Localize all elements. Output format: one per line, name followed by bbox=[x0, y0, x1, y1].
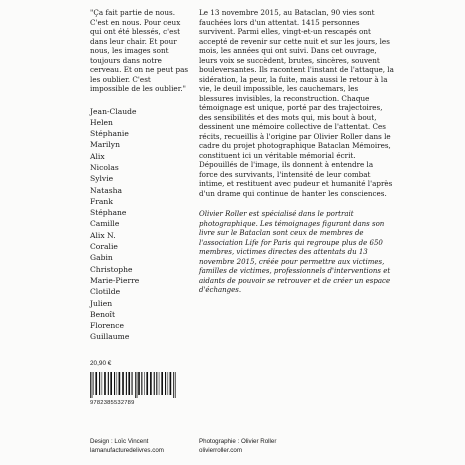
survivor-name: Stéphane bbox=[90, 208, 127, 218]
survivor-name: Benoît bbox=[90, 309, 116, 319]
survivor-name: Alix N. bbox=[90, 230, 116, 240]
photographer-website-link[interactable]: olivierroller.com bbox=[199, 446, 242, 454]
survivor-name: Marilyn bbox=[90, 140, 120, 150]
design-credit bbox=[90, 438, 164, 455]
survivor-name: Sylvie bbox=[90, 174, 114, 184]
design-credit-label: Design : Loïc Vincent bbox=[90, 438, 149, 445]
survivor-name: Coralie bbox=[90, 242, 118, 252]
survivor-name: Frank bbox=[90, 196, 113, 206]
survivor-name: Stéphanie bbox=[90, 129, 129, 139]
survivor-name: Camille bbox=[90, 219, 120, 229]
author-bio: Olivier Roller est spécialisé dans le portrait photographique. Les témoignages figurant dans son livre sur le Bataclan sont ceux de membres de l'association Life for Paris qui regroupe plus de 650 membres, victimes directes des attentats du 13 novembre 2015, créée pour permettre aux victimes, familles de victimes, professionnels d'interventions et aidants de pouvoir se retrouver et de créer un espace d'échanges. bbox=[199, 210, 391, 294]
survivor-name: Clotilde bbox=[90, 287, 121, 297]
survivor-name: Christophe bbox=[90, 264, 133, 274]
photo-credit-label: Photographie : Olivier Roller bbox=[199, 438, 277, 445]
isbn-number: 9782385532789 bbox=[90, 400, 135, 406]
survivor-quote: "Ça fait partie de nous. C'est en nous. Pour ceux qui ont été blessés, c'est dans leur chair. Et pour nous, les images sont toujours dans notre cerveau. Et on ne peut pas les oublier. C'est impossible de les oublier." bbox=[90, 8, 189, 93]
survivor-name: Marie-Pierre bbox=[90, 275, 140, 285]
survivor-name: Alix bbox=[90, 151, 105, 161]
survivor-name: Helen bbox=[90, 117, 113, 127]
survivor-name: Gabin bbox=[90, 253, 113, 263]
right-column bbox=[199, 8, 394, 296]
isbn-barcode bbox=[89, 372, 177, 398]
book-description: Le 13 novembre 2015, au Bataclan, 90 vies sont fauchées lors d'un attentat. 1415 personnes survivent. Parmi elles, vingt-et-un rescapés ont accepté de revenir sur cette nuit et sur les jours, les mois, les années qui ont suivi. Dans cet ouvrage, leurs voix se succèdent, brutes, sincères, souvent bouleversantes. Ils racontent l'instant de l'attaque, la sidération, la peur, la fuite, mais aussi le retour à la vie, le deuil impossible, les cauchemars, les blessures invisibles, la reconstruction. Chaque témoignage est unique, porté par des trajectoires, des sensibilités et des mots qui, mis bout à bout, dessinent une mémoire collective de l'attentat. Ces récits, recueillis à l'origine par Olivier Roller dans le cadre du projet photographique Bataclan Mémoires, constituent ici un véritable mémorial écrit. Dépouillés de l'image, ils donnent à entendre la force des survivants, l'intensité de leur combat intime, et restituent avec pudeur et humanité l'après d'un drame qui continue de hanter les consciences. bbox=[199, 8, 394, 198]
survivor-name: Florence bbox=[90, 321, 125, 331]
survivor-name: Guillaume bbox=[90, 332, 130, 342]
survivor-name: Julien bbox=[90, 298, 113, 308]
photo-credit bbox=[199, 438, 276, 455]
survivor-names-list bbox=[90, 106, 192, 343]
price-label: 20,90 € bbox=[90, 360, 112, 367]
survivor-name: Nicolas bbox=[90, 162, 119, 172]
publisher-website-link[interactable]: lamanufacturedelivres.com bbox=[90, 446, 164, 454]
left-column bbox=[90, 8, 192, 343]
survivor-name: Natasha bbox=[90, 185, 123, 195]
survivor-name: Jean-Claude bbox=[90, 106, 137, 116]
